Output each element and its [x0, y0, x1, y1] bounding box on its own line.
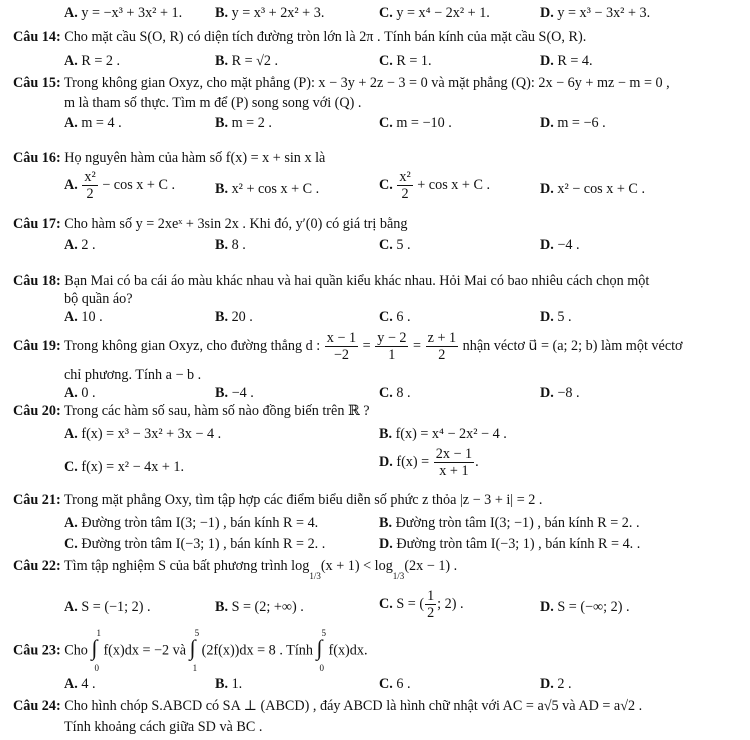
q15-option-a: A. m = 4 .	[64, 115, 122, 131]
q13-option-c: C. y = x⁴ − 2x² + 1.	[379, 5, 490, 21]
q21-stem: Câu 21: Trong mặt phẳng Oxy, tìm tập hợp các điểm biểu diễn số phức z thỏa |z − 3 + i| = 2 .	[13, 492, 543, 508]
q20-option-c: C. f(x) = x² − 4x + 1.	[64, 459, 185, 475]
q16-option-a: A. $\frac{\text{x²}}{2}$ − cos x + C .	[64, 169, 176, 203]
q14-stem: Câu 14: Cho mặt cầu S(O, R) có diện tích đường tròn lớn là 2π . Tính bán kính của mặt cầu S(O, R).	[13, 29, 587, 45]
q17-option-c: C. 5 .	[379, 237, 411, 253]
q23-option-a: A. 4 .	[64, 676, 96, 692]
q23-option-b: B. 1.	[215, 676, 243, 692]
q14-option-d: D. R = 4.	[540, 53, 593, 69]
q19-option-d: D. −8 .	[540, 385, 580, 401]
q20-option-b: B. f(x) = x⁴ − 2x² − 4 .	[379, 426, 507, 442]
q22-option-a: A. S = (−1; 2) .	[64, 599, 151, 615]
q19-fraction-x: $\frac{x - 1}{-2}$	[326, 330, 357, 364]
q21-option-b: B. Đường tròn tâm I(3; −1) , bán kính R = 2. .	[379, 515, 640, 531]
q23-stem: Câu 23: Cho 1 ∫ 0 f(x)dx = −2 và 5 ∫ 1 (2f(x))dx = 8 . Tính 5 ∫ 0 f(x)dx.	[13, 628, 368, 673]
q14-option-c: C. R = 1.	[379, 53, 432, 69]
q17-stem: Câu 17: Cho hàm số y = 2xeˣ + 3sin 2x . Khi đó, y′(0) có giá trị bằng	[13, 216, 408, 232]
q20-option-d: D. f(x) = $\frac{2x - 1}{x + 1}$ .	[379, 446, 479, 480]
q18-option-d: D. 5 .	[540, 309, 572, 325]
q22-stem: Câu 22: Tìm tập nghiệm S của bất phương trình $\log_{1/3}(x + 1) < \log_{1/3}(2x - 1)$ .	[13, 558, 458, 581]
q18-stem-cont: bộ quần áo?	[64, 291, 133, 307]
q19-fraction-y: $\frac{y - 2}{1}$	[377, 330, 407, 364]
q16-option-d: D. x² − cos x + C .	[540, 181, 645, 197]
q18-stem: Câu 18: Bạn Mai có ba cái áo màu khác nhau và hai quần kiểu khác nhau. Hỏi Mai có bao nhiêu cách chọn một	[13, 273, 650, 289]
q19-fraction-z: $\frac{z + 1}{2}$	[427, 330, 457, 364]
q17-option-a: A. 2 .	[64, 237, 96, 253]
q16-option-c: C. $\frac{\text{x²}}{2}$ + cos x + C .	[379, 169, 491, 203]
q24-stem: Câu 24: Cho hình chóp S.ABCD có SA ⊥ (ABCD) , đáy ABCD là hình chữ nhật với AC = a√5 và AD = a√2 .	[13, 698, 643, 714]
q21-option-c: C. Đường tròn tâm I(−3; 1) , bán kính R = 2. .	[64, 536, 326, 552]
integral-sign: 5 ∫ 1	[189, 628, 200, 673]
q22-option-d: D. S = (−∞; 2) .	[540, 599, 630, 615]
q13-option-d: D. y = x³ − 3x² + 3.	[540, 5, 651, 21]
integral-sign: 1 ∫ 0	[91, 628, 101, 673]
q23-option-c: C. 6 .	[379, 676, 411, 692]
integral-sign: 5 ∫ 0	[316, 628, 327, 673]
q21-option-d: D. Đường tròn tâm I(−3; 1) , bán kính R = 4. .	[379, 536, 641, 552]
q15-option-c: C. m = −10 .	[379, 115, 452, 131]
q15-option-d: D. m = −6 .	[540, 115, 606, 131]
q23-option-d: D. 2 .	[540, 676, 572, 692]
q20-stem: Câu 20: Trong các hàm số sau, hàm số nào đồng biến trên ℝ ?	[13, 403, 370, 419]
q19-option-c: C. 8 .	[379, 385, 411, 401]
q21-option-a: A. Đường tròn tâm I(3; −1) , bán kính R = 4.	[64, 515, 319, 531]
q20-option-a: A. f(x) = x³ − 3x² + 3x − 4 .	[64, 426, 222, 442]
q22-option-c: C. S = ( $\frac{1}{2}$ ; 2) .	[379, 588, 464, 622]
q17-option-d: D. −4 .	[540, 237, 580, 253]
q18-option-a: A. 10 .	[64, 309, 103, 325]
q18-option-c: C. 6 .	[379, 309, 411, 325]
q19-stem: Câu 19: Trong không gian Oxyz, cho đường thẳng d : $\frac{x - 1}{-2}$ = $\frac{y - 2}{1}$ = $\frac{z + 1}{2}$ nhận véctơ u⃗ = (a; 2; b) làm một véctơ	[13, 330, 683, 364]
q22-option-b: B. S = (2; +∞) .	[215, 599, 304, 615]
q16-stem: Câu 16: Họ nguyên hàm của hàm số f(x) = x + sin x là	[13, 150, 326, 166]
q15-stem-cont: m là tham số thực. Tìm m để (P) song song với (Q) .	[64, 95, 362, 111]
q18-option-b: B. 20 .	[215, 309, 253, 325]
q14-option-b: B. R = √2 .	[215, 53, 279, 69]
q16-option-b: B. x² + cos x + C .	[215, 181, 320, 197]
q19-option-b: B. −4 .	[215, 385, 254, 401]
q13-option-b: B. y = x³ + 2x² + 3.	[215, 5, 325, 21]
q24-stem-cont: Tính khoảng cách giữa SD và BC .	[64, 719, 263, 735]
q15-stem: Câu 15: Trong không gian Oxyz, cho mặt phẳng (P): x − 3y + 2z − 3 = 0 và mặt phẳng (Q): 2x − 6y + mz − m = 0 ,	[13, 75, 670, 91]
q14-option-a: A. R = 2 .	[64, 53, 121, 69]
q19-option-a: A. 0 .	[64, 385, 96, 401]
q19-stem-cont: chỉ phương. Tính a − b .	[64, 367, 202, 383]
q15-option-b: B. m = 2 .	[215, 115, 272, 131]
q13-option-a: A. y = −x³ + 3x² + 1.	[64, 5, 183, 21]
q17-option-b: B. 8 .	[215, 237, 246, 253]
